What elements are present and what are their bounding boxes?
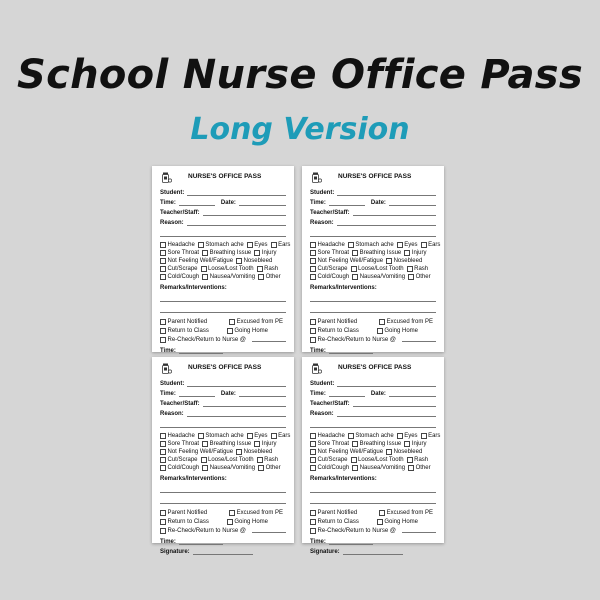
symptom-checkbox[interactable] — [160, 449, 233, 455]
excused-pe-label: Excused from PE — [386, 509, 433, 516]
return-class-label: Return to Class — [317, 518, 359, 525]
symptom-checkbox[interactable] — [351, 266, 404, 272]
symptom-checkbox[interactable] — [407, 266, 429, 272]
going-home-checkbox[interactable] — [377, 328, 418, 334]
time2-label: Time: — [160, 539, 176, 545]
time2-line[interactable] — [329, 539, 373, 545]
recheck-label: Re-Check/Return to Nurse @ — [167, 336, 246, 343]
symptom-checkbox[interactable] — [202, 274, 255, 280]
symptom-checkbox[interactable] — [310, 433, 345, 439]
symptom-row — [310, 456, 436, 464]
symptom-checkbox[interactable] — [201, 457, 254, 463]
symptom-checkbox[interactable] — [271, 433, 291, 439]
symptom-label: Loose/Lost Tooth — [208, 266, 254, 272]
symptom-row — [160, 440, 286, 448]
symptom-checkbox[interactable] — [254, 441, 276, 447]
symptom-label: Injury — [411, 250, 427, 256]
symptom-checkbox[interactable] — [201, 266, 254, 272]
pass-title: NURSE'S OFFICE PASS — [188, 364, 262, 371]
symptom-row — [310, 440, 436, 448]
symptom-checkbox[interactable] — [404, 441, 426, 447]
symptom-label: Nosebleed — [393, 258, 423, 264]
reason-label: Reason: — [310, 411, 334, 417]
recheck-checkbox[interactable] — [160, 528, 246, 534]
remarks-line-1[interactable] — [160, 293, 286, 302]
symptom-checkbox[interactable] — [407, 457, 429, 463]
symptom-label: Headache — [167, 433, 195, 439]
teacher-label: Teacher/Staff: — [310, 401, 350, 407]
recheck-label: Re-Check/Return to Nurse @ — [317, 527, 396, 534]
symptom-label: Injury — [261, 250, 277, 256]
symptom-label: Stomach ache — [355, 242, 394, 248]
time-line[interactable] — [329, 391, 365, 397]
symptom-checkbox[interactable] — [257, 457, 279, 463]
parent-notified-label: Parent Notified — [167, 318, 208, 325]
signature-label: Signature: — [160, 549, 190, 555]
symptom-checkbox[interactable] — [310, 457, 348, 463]
medicine-bottle-icon — [312, 363, 322, 374]
symptom-checkbox[interactable] — [386, 449, 422, 455]
remarks-line-1[interactable] — [310, 484, 436, 493]
symptom-checkbox[interactable] — [236, 449, 272, 455]
teacher-line[interactable] — [353, 401, 436, 407]
going-home-label: Going Home — [234, 327, 268, 334]
recheck-line[interactable] — [252, 337, 286, 342]
symptom-label: Ears — [428, 242, 441, 248]
nurse-pass-card-4 — [302, 357, 444, 555]
recheck-checkbox[interactable] — [310, 337, 396, 343]
symptom-label: Other — [415, 465, 431, 471]
symptom-row — [310, 241, 441, 249]
symptom-label: Cut/Scrape — [317, 266, 348, 272]
symptom-label: Eyes — [404, 242, 418, 248]
symptom-checkbox[interactable] — [160, 242, 195, 248]
remarks-line-2[interactable] — [310, 304, 436, 313]
parent-notified-checkbox[interactable] — [310, 510, 357, 516]
symptom-checkbox[interactable] — [351, 457, 404, 463]
symptom-checkbox[interactable] — [310, 266, 348, 272]
symptom-label: Cut/Scrape — [317, 457, 348, 463]
symptom-checklist — [310, 432, 441, 472]
reason-line[interactable] — [337, 411, 436, 417]
symptom-checkbox[interactable] — [236, 258, 272, 264]
symptom-label: Rash — [414, 457, 429, 463]
symptom-label: Rash — [414, 266, 429, 272]
reason-extra-line[interactable] — [160, 228, 286, 237]
symptom-checkbox[interactable] — [254, 250, 276, 256]
symptom-label: Nausea/Vomiting — [359, 274, 406, 280]
date-line[interactable] — [239, 391, 286, 397]
symptom-row — [160, 432, 291, 440]
symptom-checkbox[interactable] — [202, 441, 251, 447]
parent-notified-checkbox[interactable] — [160, 510, 207, 516]
signature-label: Signature: — [310, 549, 340, 555]
symptom-label: Loose/Lost Tooth — [208, 457, 254, 463]
reason-line[interactable] — [187, 220, 286, 226]
symptom-checkbox[interactable] — [160, 465, 199, 471]
symptom-checkbox[interactable] — [397, 242, 418, 248]
symptom-label: Nosebleed — [243, 258, 273, 264]
pass-title: NURSE'S OFFICE PASS — [338, 364, 412, 371]
time2-line[interactable] — [179, 348, 223, 354]
symptom-checkbox[interactable] — [160, 266, 198, 272]
recheck-checkbox[interactable] — [160, 337, 246, 343]
time2-label: Time: — [310, 539, 326, 545]
symptom-label: Sore Throat — [167, 441, 200, 447]
symptom-label: Headache — [317, 242, 345, 248]
symptom-label: Loose/Lost Tooth — [358, 266, 404, 272]
pass-title: NURSE'S OFFICE PASS — [338, 173, 412, 180]
symptom-label: Sore Throat — [317, 250, 350, 256]
recheck-label: Re-Check/Return to Nurse @ — [317, 336, 396, 343]
remarks-line-1[interactable] — [160, 484, 286, 493]
time2-line[interactable] — [179, 539, 223, 545]
recheck-line[interactable] — [402, 337, 436, 342]
return-class-label: Return to Class — [317, 327, 359, 334]
symptom-label: Sore Throat — [317, 441, 350, 447]
symptom-label: Rash — [264, 266, 279, 272]
symptom-checkbox[interactable] — [310, 258, 383, 264]
time-label: Time: — [310, 391, 326, 397]
symptom-label: Cold/Cough — [317, 274, 350, 280]
symptom-row — [310, 432, 441, 440]
symptom-label: Nausea/Vomiting — [209, 465, 256, 471]
excused-pe-checkbox[interactable] — [379, 319, 433, 325]
symptom-checkbox[interactable] — [160, 457, 198, 463]
symptom-checkbox[interactable] — [257, 266, 279, 272]
symptom-label: Ears — [428, 433, 441, 439]
symptom-checkbox[interactable] — [421, 433, 441, 439]
parent-notified-label: Parent Notified — [317, 318, 358, 325]
symptom-label: Sore Throat — [167, 250, 200, 256]
symptom-checkbox[interactable] — [160, 433, 195, 439]
going-home-checkbox[interactable] — [227, 519, 268, 525]
symptom-row — [310, 464, 436, 472]
time-label: Time: — [160, 391, 176, 397]
symptom-checklist — [310, 241, 441, 281]
remarks-line-1[interactable] — [310, 293, 436, 302]
reason-line[interactable] — [337, 220, 436, 226]
excused-pe-checkbox[interactable] — [379, 510, 433, 516]
date-line[interactable] — [239, 200, 286, 206]
symptom-checkbox[interactable] — [397, 433, 418, 439]
nurse-pass-card-3 — [152, 357, 294, 555]
remarks-line-2[interactable] — [310, 495, 436, 504]
symptom-label: Breathing Issue — [359, 441, 402, 447]
time2-label: Time: — [310, 348, 326, 354]
symptom-label: Not Feeling Well/Fatigue — [167, 258, 234, 264]
symptom-checkbox[interactable] — [247, 433, 268, 439]
symptom-checkbox[interactable] — [271, 242, 291, 248]
signature-line[interactable] — [343, 549, 403, 555]
excused-pe-label: Excused from PE — [236, 509, 283, 516]
pass-title: NURSE'S OFFICE PASS — [188, 173, 262, 180]
symptom-row — [160, 464, 286, 472]
symptom-checkbox[interactable] — [160, 274, 199, 280]
symptom-label: Eyes — [254, 242, 268, 248]
symptom-label: Eyes — [254, 433, 268, 439]
symptom-row — [160, 456, 286, 464]
symptom-checkbox[interactable] — [348, 433, 394, 439]
return-class-checkbox[interactable] — [310, 328, 359, 334]
symptom-label: Cut/Scrape — [167, 266, 198, 272]
symptom-checkbox[interactable] — [386, 258, 422, 264]
symptom-checkbox[interactable] — [404, 250, 426, 256]
excused-pe-label: Excused from PE — [386, 318, 433, 325]
date-label: Date: — [370, 200, 386, 206]
symptom-label: Cold/Cough — [167, 274, 200, 280]
symptom-label: Breathing Issue — [209, 441, 252, 447]
going-home-label: Going Home — [234, 518, 268, 525]
symptom-checklist — [160, 241, 291, 281]
time2-label: Time: — [160, 348, 176, 354]
student-label: Student: — [160, 381, 185, 387]
return-class-checkbox[interactable] — [160, 519, 209, 525]
symptom-checkbox[interactable] — [421, 242, 441, 248]
symptom-label: Other — [265, 465, 281, 471]
time-label: Time: — [310, 200, 326, 206]
return-class-checkbox[interactable] — [160, 328, 209, 334]
date-label: Date: — [220, 391, 236, 397]
medicine-bottle-icon — [162, 363, 172, 374]
symptom-checkbox[interactable] — [247, 242, 268, 248]
teacher-label: Teacher/Staff: — [160, 401, 200, 407]
symptom-checkbox[interactable] — [202, 250, 251, 256]
symptom-checkbox[interactable] — [202, 465, 255, 471]
symptom-checkbox[interactable] — [160, 258, 233, 264]
going-home-label: Going Home — [384, 518, 418, 525]
symptom-label: Headache — [317, 433, 345, 439]
symptom-label: Not Feeling Well/Fatigue — [317, 258, 384, 264]
excused-pe-label: Excused from PE — [236, 318, 283, 325]
remarks-line-2[interactable] — [160, 495, 286, 504]
symptom-checkbox[interactable] — [310, 465, 349, 471]
symptom-label: Nosebleed — [393, 449, 423, 455]
parent-notified-label: Parent Notified — [317, 509, 358, 516]
symptom-checkbox[interactable] — [310, 449, 383, 455]
symptom-checkbox[interactable] — [310, 250, 349, 256]
remarks-line-2[interactable] — [160, 304, 286, 313]
symptom-row — [160, 273, 286, 281]
going-home-label: Going Home — [384, 327, 418, 334]
student-line[interactable] — [337, 381, 436, 387]
symptom-label: Other — [415, 274, 431, 280]
symptom-row — [310, 265, 436, 273]
teacher-line[interactable] — [203, 210, 286, 216]
return-class-label: Return to Class — [167, 518, 209, 525]
symptom-label: Ears — [278, 242, 291, 248]
symptom-label: Not Feeling Well/Fatigue — [317, 449, 384, 455]
symptom-row — [310, 249, 436, 257]
student-label: Student: — [310, 381, 335, 387]
going-home-checkbox[interactable] — [227, 328, 268, 334]
symptom-row — [310, 448, 436, 456]
symptom-label: Breathing Issue — [359, 250, 402, 256]
symptom-label: Eyes — [404, 433, 418, 439]
symptom-label: Cut/Scrape — [167, 457, 198, 463]
reason-extra-line[interactable] — [160, 419, 286, 428]
symptom-checkbox[interactable] — [310, 242, 345, 248]
time-line[interactable] — [179, 200, 215, 206]
date-label: Date: — [370, 391, 386, 397]
symptom-label: Ears — [278, 433, 291, 439]
recheck-line[interactable] — [252, 528, 286, 533]
remarks-label: Remarks/Interventions: — [160, 285, 227, 291]
symptom-label: Stomach ache — [205, 433, 244, 439]
page-title: School Nurse Office Pass — [17, 52, 583, 98]
symptom-checkbox[interactable] — [352, 250, 401, 256]
going-home-checkbox[interactable] — [377, 519, 418, 525]
parent-notified-label: Parent Notified — [167, 509, 208, 516]
date-line[interactable] — [389, 200, 436, 206]
recheck-label: Re-Check/Return to Nurse @ — [167, 527, 246, 534]
symptom-label: Nosebleed — [243, 449, 273, 455]
symptom-label: Headache — [167, 242, 195, 248]
symptom-checkbox[interactable] — [352, 465, 405, 471]
parent-notified-checkbox[interactable] — [310, 319, 357, 325]
symptom-checklist — [160, 432, 291, 472]
excused-pe-checkbox[interactable] — [229, 319, 283, 325]
remarks-label: Remarks/Interventions: — [310, 476, 377, 482]
symptom-row — [160, 265, 286, 273]
teacher-line[interactable] — [353, 210, 436, 216]
nurse-pass-card-2 — [302, 166, 444, 352]
symptom-checkbox[interactable] — [352, 274, 405, 280]
symptom-checkbox[interactable] — [310, 274, 349, 280]
student-line[interactable] — [337, 190, 436, 196]
excused-pe-checkbox[interactable] — [229, 510, 283, 516]
symptom-row — [160, 257, 286, 265]
return-class-label: Return to Class — [167, 327, 209, 334]
symptom-label: Nausea/Vomiting — [209, 274, 256, 280]
symptom-checkbox[interactable] — [198, 433, 244, 439]
recheck-line[interactable] — [402, 528, 436, 533]
symptom-row — [160, 241, 291, 249]
symptom-checkbox[interactable] — [198, 242, 244, 248]
symptom-label: Breathing Issue — [209, 250, 252, 256]
date-label: Date: — [220, 200, 236, 206]
date-line[interactable] — [389, 391, 436, 397]
symptom-row — [310, 273, 436, 281]
medicine-bottle-icon — [162, 172, 172, 183]
symptom-label: Other — [265, 274, 281, 280]
symptom-checkbox[interactable] — [408, 274, 431, 280]
recheck-checkbox[interactable] — [310, 528, 396, 534]
symptom-label: Stomach ache — [355, 433, 394, 439]
symptom-checkbox[interactable] — [348, 242, 394, 248]
reason-label: Reason: — [160, 220, 184, 226]
teacher-line[interactable] — [203, 401, 286, 407]
teacher-label: Teacher/Staff: — [310, 210, 350, 216]
return-class-checkbox[interactable] — [310, 519, 359, 525]
symptom-checkbox[interactable] — [258, 274, 281, 280]
medicine-bottle-icon — [312, 172, 322, 183]
page-subtitle: Long Version — [190, 112, 410, 147]
reason-extra-line[interactable] — [310, 228, 436, 237]
time-label: Time: — [160, 200, 176, 206]
time-line[interactable] — [329, 200, 365, 206]
symptom-label: Not Feeling Well/Fatigue — [167, 449, 234, 455]
symptom-label: Cold/Cough — [317, 465, 350, 471]
remarks-label: Remarks/Interventions: — [160, 476, 227, 482]
reason-label: Reason: — [310, 220, 334, 226]
symptom-label: Stomach ache — [205, 242, 244, 248]
symptom-label: Injury — [261, 441, 277, 447]
nurse-pass-card-1 — [152, 166, 294, 352]
time-line[interactable] — [179, 391, 215, 397]
student-label: Student: — [310, 190, 335, 196]
symptom-row — [160, 448, 286, 456]
symptom-row — [160, 249, 286, 257]
student-label: Student: — [160, 190, 185, 196]
symptom-checkbox[interactable] — [352, 441, 401, 447]
time2-line[interactable] — [329, 348, 373, 354]
symptom-label: Loose/Lost Tooth — [358, 457, 404, 463]
symptom-checkbox[interactable] — [160, 250, 199, 256]
symptom-label: Injury — [411, 441, 427, 447]
symptom-label: Rash — [264, 457, 279, 463]
symptom-label: Nausea/Vomiting — [359, 465, 406, 471]
symptom-checkbox[interactable] — [310, 441, 349, 447]
student-line[interactable] — [187, 190, 286, 196]
symptom-checkbox[interactable] — [160, 441, 199, 447]
signature-line[interactable] — [193, 549, 253, 555]
reason-extra-line[interactable] — [310, 419, 436, 428]
reason-line[interactable] — [187, 411, 286, 417]
symptom-label: Cold/Cough — [167, 465, 200, 471]
reason-label: Reason: — [160, 411, 184, 417]
parent-notified-checkbox[interactable] — [160, 319, 207, 325]
teacher-label: Teacher/Staff: — [160, 210, 200, 216]
symptom-row — [310, 257, 436, 265]
student-line[interactable] — [187, 381, 286, 387]
symptom-checkbox[interactable] — [408, 465, 431, 471]
symptom-checkbox[interactable] — [258, 465, 281, 471]
remarks-label: Remarks/Interventions: — [310, 285, 377, 291]
